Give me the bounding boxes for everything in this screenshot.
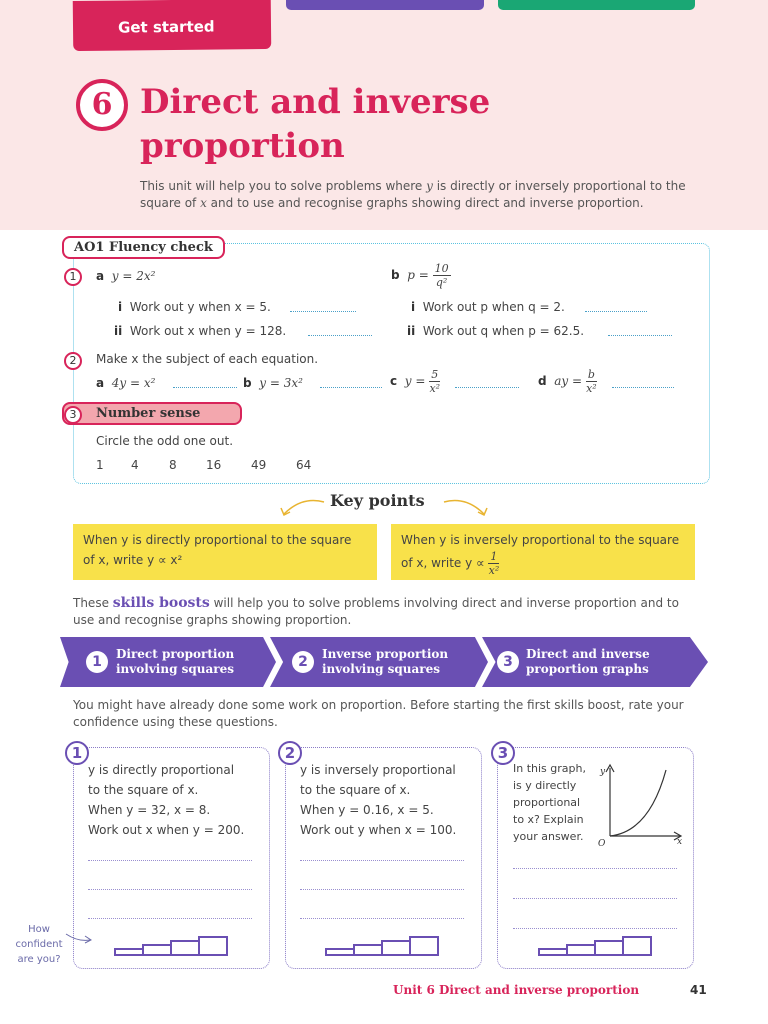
step-2-number: 2: [292, 651, 314, 673]
answer-line[interactable]: [300, 918, 464, 919]
question-number-3: 3: [64, 406, 82, 424]
axis-x-label: x: [677, 837, 683, 846]
answer-line-q2a[interactable]: [173, 378, 237, 388]
number-sense-title: Number sense: [62, 402, 242, 425]
value-item[interactable]: 4: [131, 458, 139, 472]
curve: [610, 770, 666, 836]
confidence-rating-3[interactable]: [538, 936, 658, 956]
skills-boosts-text: These skills boosts will help you to solve problems involving direct and inverse proportion and to use and recognise graphs showing proportion.: [73, 595, 679, 627]
skills-boost-steps: [60, 637, 708, 687]
answer-line[interactable]: [513, 868, 677, 869]
step-3-label: Direct and inverse proportion graphs: [526, 647, 650, 676]
tab-label: Get started: [117, 17, 215, 37]
q2c: c y = $\frac{5}{\text{x²}}$: [390, 368, 441, 395]
q1b: b p = $\frac{10}{\text{q²}}$: [391, 262, 449, 289]
confidence-number-3: 3: [491, 741, 515, 765]
value-item[interactable]: 1: [96, 458, 104, 472]
fluency-check-title: AO1 Fluency check: [62, 236, 225, 259]
key-points-title: Key points: [330, 491, 425, 510]
q1a-ii: ii Work out x when y = 128.: [114, 324, 287, 338]
value-item[interactable]: 49: [251, 458, 267, 472]
q1a: a y = 2x²: [96, 269, 156, 283]
confidence-rating-2[interactable]: [325, 936, 445, 956]
answer-line-q1b-i[interactable]: [585, 302, 647, 312]
q2a: a 4y = x²: [96, 376, 156, 390]
q2-text: Make x the subject of each equation.: [96, 352, 319, 366]
how-confident-label: How confident are you?: [15, 924, 63, 965]
answer-line[interactable]: [513, 928, 677, 929]
arrow-left-icon: [278, 494, 328, 520]
step-2-label: Inverse proportion involving squares: [322, 647, 449, 676]
q3-text: Circle the odd one out.: [96, 434, 234, 448]
intro-text: This unit will help you to solve problems where y is directly or inversely proportional to the square of x and to use and recognise graphs showing direct and inverse proportion.: [140, 179, 686, 210]
confidence-text-3: In this graph, is y directly proportional to x? Explain your answer.: [513, 762, 586, 843]
step-1-number: 1: [86, 651, 108, 673]
value-item[interactable]: 64: [296, 458, 312, 472]
page-number: 41: [690, 983, 707, 997]
tab-get-started[interactable]: [73, 0, 272, 51]
answer-line-q1a-ii[interactable]: [308, 326, 372, 336]
answer-line[interactable]: [88, 918, 252, 919]
arrow-pointer-icon: [64, 930, 94, 946]
answer-line-q1b-ii[interactable]: [608, 326, 672, 336]
axis-y-label: y: [600, 767, 606, 777]
q2b: b y = 3x²: [243, 376, 303, 390]
origin-label: O: [598, 839, 606, 846]
confidence-text-2: y is inversely proportional to the square of x. When y = 0.16, x = 5. Work out y when x = 100.: [300, 763, 457, 837]
answer-line-q1a-i[interactable]: [290, 302, 356, 312]
answer-line[interactable]: [88, 860, 252, 861]
footer-unit-title: Unit 6 Direct and inverse proportion: [393, 983, 640, 997]
title-line-1: Direct and inverse: [140, 82, 491, 122]
answer-line[interactable]: [88, 889, 252, 890]
confidence-rating-1[interactable]: [114, 936, 234, 956]
unit-number-badge: 6: [76, 79, 128, 131]
key-point-direct: When y is directly proportional to the square of x, write y ∝ x²: [73, 524, 377, 580]
step-3-number: 3: [497, 651, 519, 673]
value-item[interactable]: 8: [169, 458, 177, 472]
confidence-number-1: 1: [65, 741, 89, 765]
confidence-intro: You might have already done some work on proportion. Before starting the first skills boost, rate your confidence using these questions.: [73, 698, 684, 729]
q1b-i: i Work out p when q = 2.: [411, 300, 565, 314]
answer-line-q2b[interactable]: [320, 378, 382, 388]
answer-line-q2d[interactable]: [612, 378, 674, 388]
answer-line[interactable]: [300, 889, 464, 890]
q1a-i: i Work out y when x = 5.: [118, 300, 271, 314]
confidence-text-1: y is directly proportional to the square of x. When y = 32, x = 8. Work out x when y = 200.: [88, 763, 245, 837]
tab-green[interactable]: [498, 0, 695, 10]
q2d: d ay = $\frac{b}{\text{x²}}$: [538, 368, 597, 395]
question-number-2: 2: [64, 352, 82, 370]
key-point-inverse: When y is inversely proportional to the square of x, write y ∝ $\frac{1}{\text{x²}}$: [391, 524, 695, 580]
value-item[interactable]: 16: [206, 458, 222, 472]
q1b-ii: ii Work out q when p = 62.5.: [407, 324, 585, 338]
proportion-graph: [594, 760, 690, 846]
question-number-1: 1: [64, 268, 82, 286]
confidence-number-2: 2: [278, 741, 302, 765]
step-1-label: Direct proportion involving squares: [116, 647, 235, 676]
title-line-2: proportion: [140, 126, 345, 166]
answer-line-q2c[interactable]: [455, 378, 519, 388]
answer-line[interactable]: [513, 898, 677, 899]
tab-purple[interactable]: [286, 0, 484, 10]
answer-line[interactable]: [300, 860, 464, 861]
arrow-right-icon: [440, 494, 490, 520]
page-title: [140, 80, 640, 168]
